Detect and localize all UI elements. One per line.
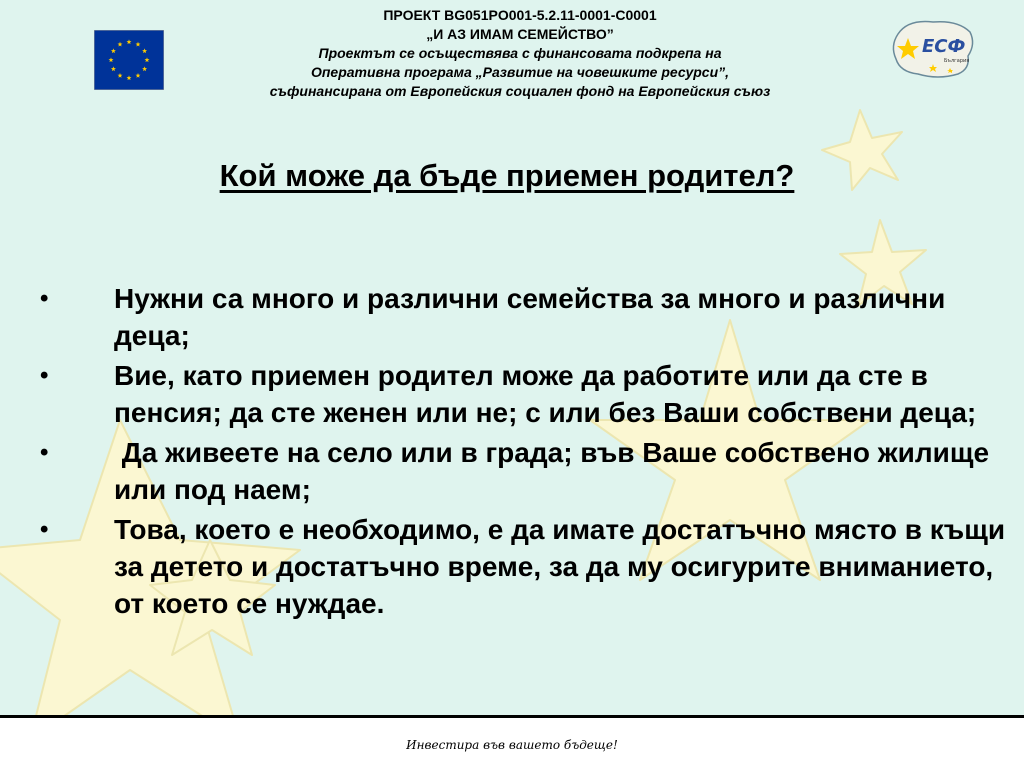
bullet-text: Това, което е необходимо, е да имате достатъчно място в къщи за детето и достатъчно време, за да му осигурите вниманието, от което се нуждае. bbox=[114, 514, 1006, 619]
esf-logo-text: ЕСФ bbox=[922, 36, 966, 57]
funding-line-3: съфинансирана от Европейския социален фонд на Европейския съюз bbox=[269, 83, 771, 99]
footer-slogan: Инвестира във вашето бъдеще! bbox=[406, 738, 618, 752]
bullet-text: Вие, като приемен родител може да работите или да сте в пенсия; да сте женен или не; с или без Ваши собствени деца; bbox=[114, 360, 977, 428]
bullet-text: Нужни са много и различни семейства за много и различни деца; bbox=[114, 283, 946, 351]
bullet-marker: • bbox=[40, 439, 49, 466]
bullet-marker: • bbox=[40, 516, 49, 543]
esf-logo-subtext: България bbox=[944, 58, 970, 64]
bullet-text: Да живеете на село или в града; във Ваше собствено жилище или под наем; bbox=[114, 437, 997, 505]
bullet-item bbox=[0, 434, 1010, 508]
eu-flag-icon bbox=[94, 30, 164, 90]
funding-line-2: Оперативна програма „Развитие на човешките ресурси”, bbox=[310, 64, 730, 80]
bullet-item bbox=[0, 511, 1010, 622]
bullet-item bbox=[0, 280, 1010, 354]
project-name: „И АЗ ИМАМ СЕМЕЙСТВО” bbox=[426, 26, 614, 42]
bullet-item bbox=[0, 357, 1010, 431]
slide-title: Кой може да бъде приемен родител? bbox=[219, 158, 795, 193]
funding-line-1: Проектът се осъществява с финансовата подкрепа на bbox=[318, 45, 722, 61]
bullet-list bbox=[0, 280, 1010, 625]
project-code: ПРОЕКТ BG051PO001-5.2.11-0001-C0001 bbox=[383, 7, 657, 23]
footer-divider bbox=[0, 715, 1024, 718]
project-header bbox=[180, 6, 860, 101]
bullet-marker: • bbox=[40, 362, 49, 389]
bullet-marker: • bbox=[40, 285, 49, 312]
esf-logo bbox=[888, 14, 978, 84]
